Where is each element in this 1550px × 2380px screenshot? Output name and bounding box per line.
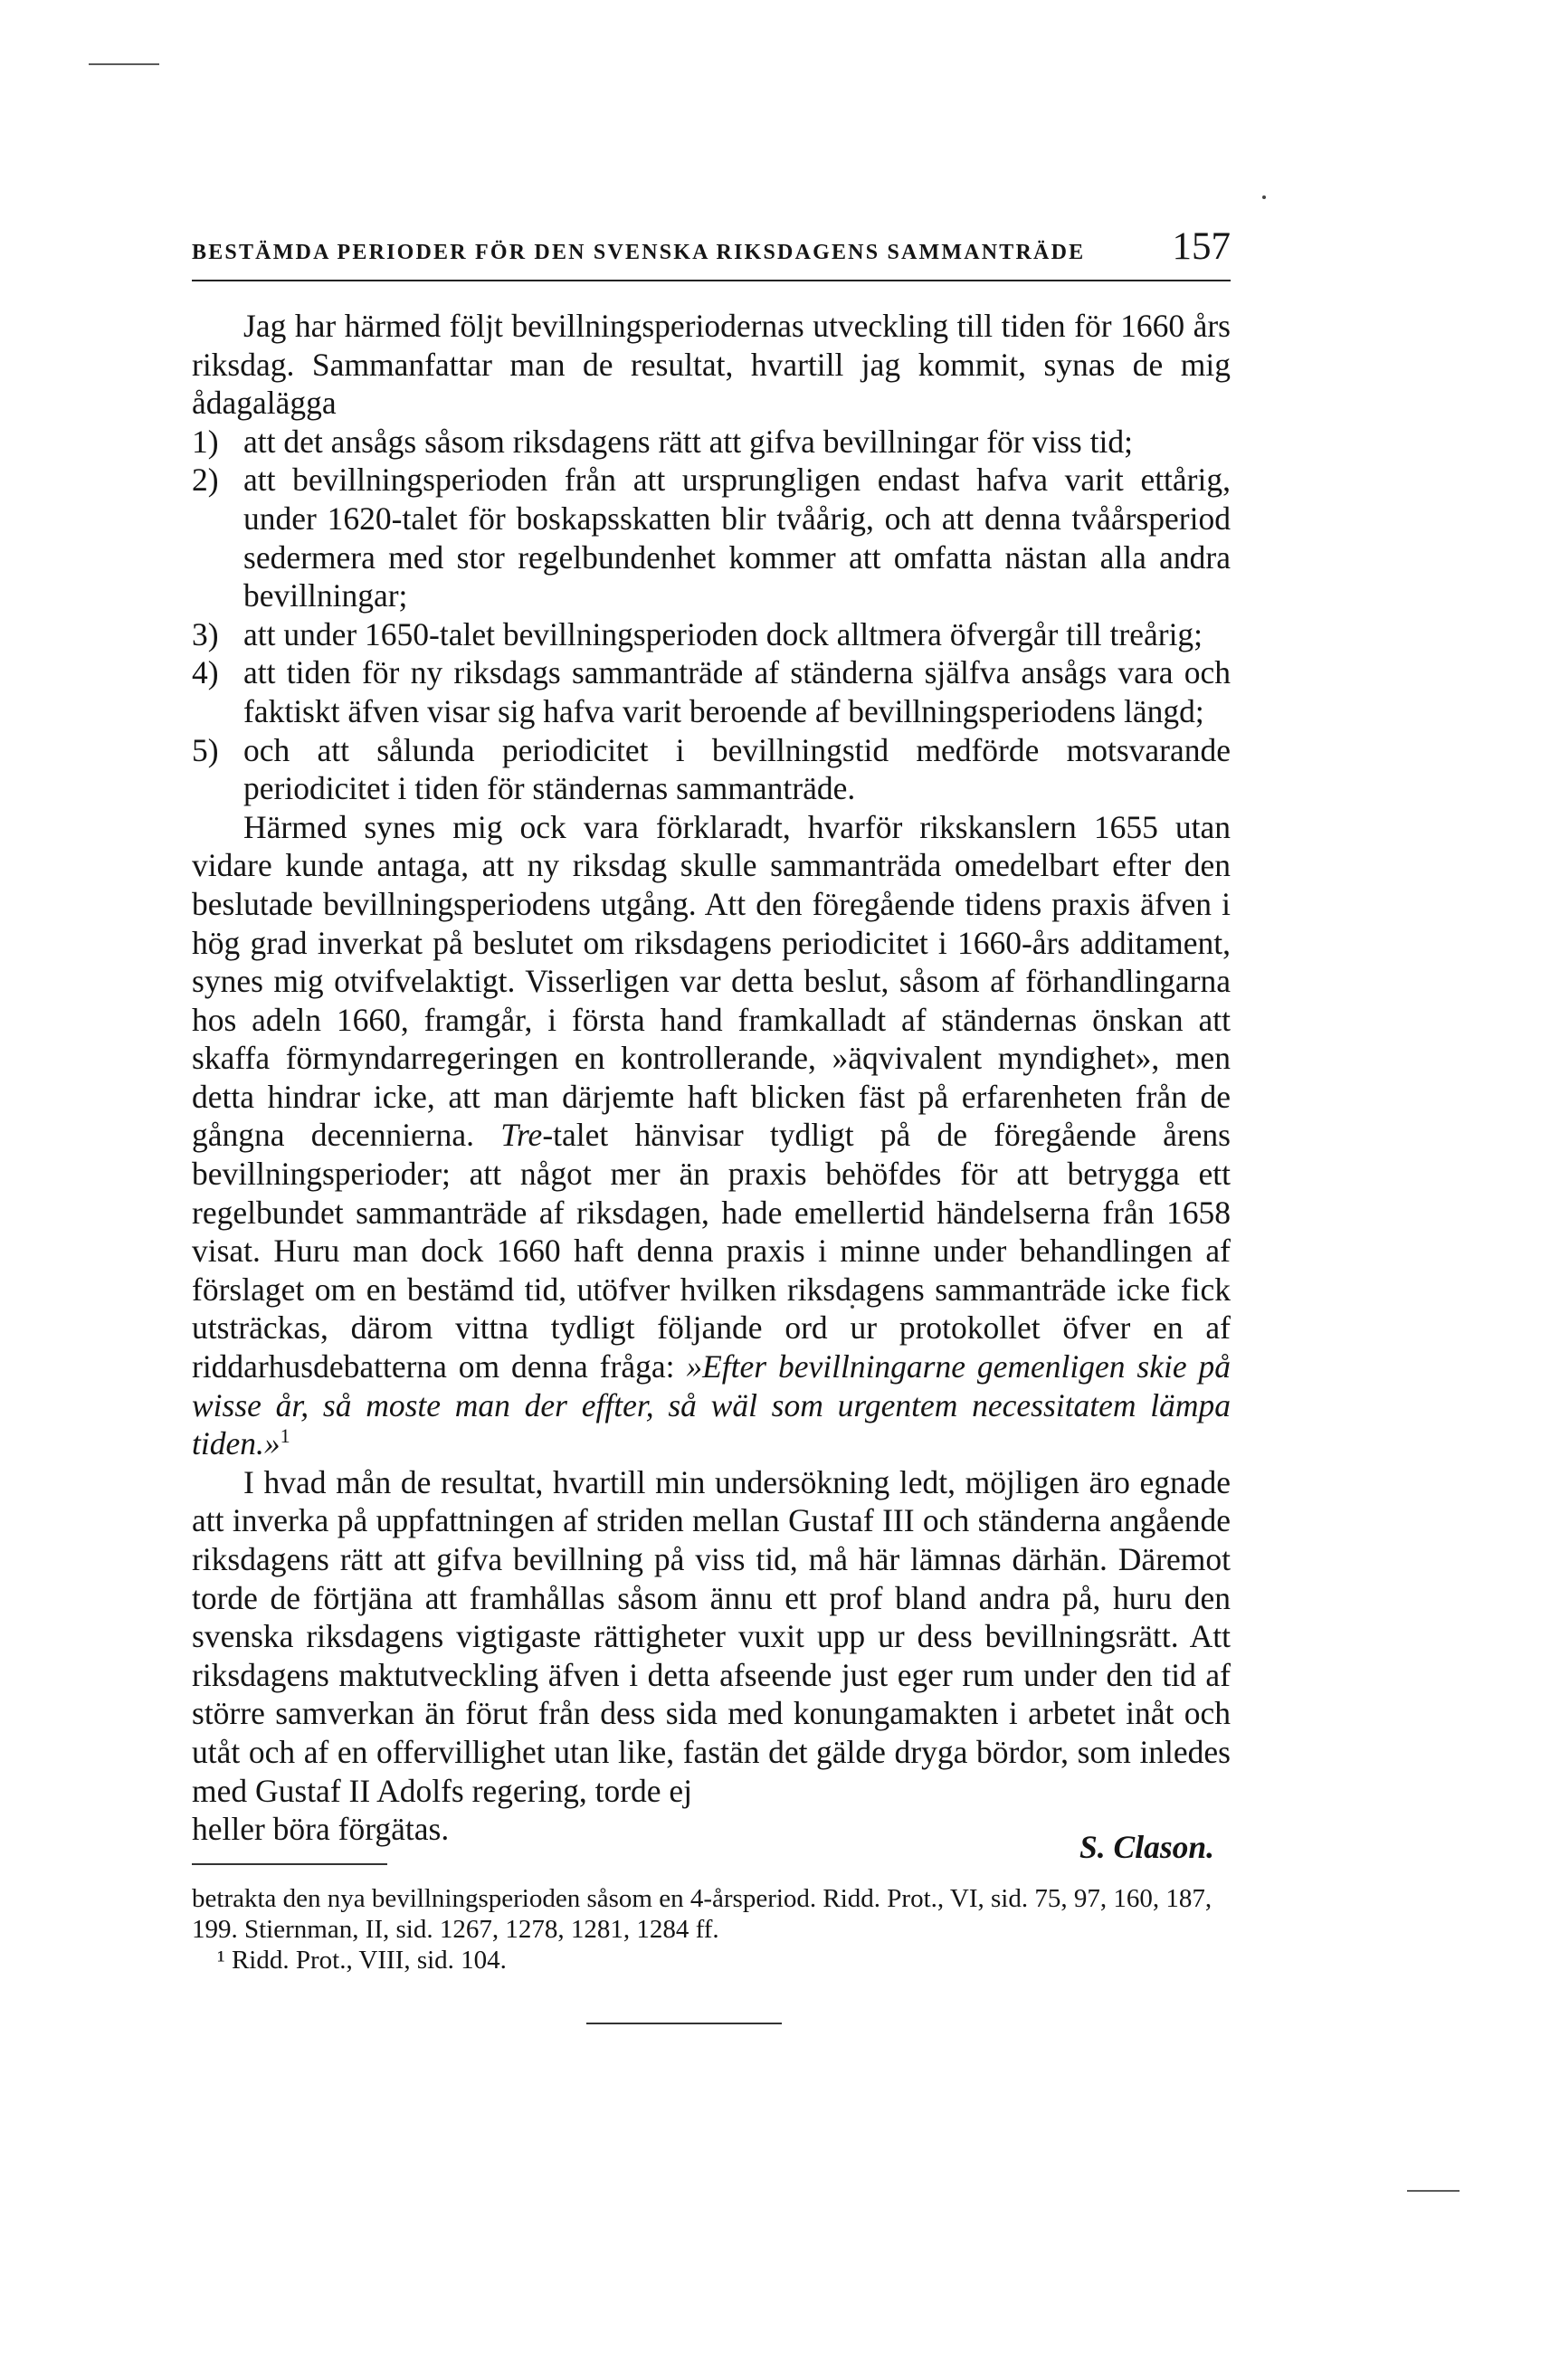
list-item (192, 423, 1231, 462)
footnote-1-text: Ridd. Prot., VIII, sid. 104. (231, 1945, 507, 1975)
paragraph-2 (192, 808, 1231, 1463)
book-page (192, 224, 1231, 2024)
emphasis-tre: Tre (500, 1117, 543, 1154)
list-item (192, 461, 1231, 614)
list-item-text: att tiden för ny riksdags sammanträde af ständerna själfva ansågs vara och faktiskt äfven visar sig hafva varit beroende af bevillningsperiodens längd; (243, 654, 1231, 729)
list-item (192, 731, 1231, 808)
list-item-number: 1) (192, 423, 219, 460)
footnotes (192, 1883, 1231, 1975)
list-item (192, 615, 1231, 654)
running-head: BESTÄMDA PERIODER FÖR DEN SVENSKA RIKSDAGENS SAMMANTRÄDE (192, 241, 1086, 264)
protocol-quote: »Efter bevillningarne gemenligen skie på wisse år, så moste man der effter, så wäl som urgentem necessitatem lämpa tiden.» (192, 1348, 1231, 1462)
scan-artifact-top-left (89, 63, 159, 65)
paragraph-3: I hvad mån de resultat, hvartill min undersökning ledt, möjligen äro egnade att inverka på uppfattningen af striden mellan Gustaf III och ständerna angående riksdagens rätt att gifva bevillning på viss tid, må här lämnas därhän. Däremot torde de förtjäna att framhållas såsom ännu ett prof bland andra på, huru den svenska riksdagens vigtigaste rättigheter vuxit upp ur dess bevillningsrätt. Att riksdagens maktutveckling äfven i detta afseende just eger rum under den tid af större samverkan än förut från dess sida med konungamakten i arbetet inåt och utåt och af en offervillighet utan like, fastän det gälde dryga bördor, som inledes med Gustaf II Adolfs regering, torde ej (192, 1463, 1231, 1809)
list-item-text: att bevillningsperioden från att ursprungligen endast hafva varit ettårig, under 1620-talet för boskapsskatten blir tvåårig, och att denna tvåårsperiod sedermera med stor regelbundenhet kommer att omfatta nästan alla andra bevillningar; (243, 462, 1231, 614)
list-item-number: 3) (192, 615, 219, 652)
closing-line (192, 1810, 1231, 1866)
list-item-number: 2) (192, 462, 219, 499)
page-number: 157 (1172, 225, 1231, 268)
list-item-text: att under 1650-talet bevillningsperioden dock alltmera öfvergår till treårig; (243, 615, 1203, 652)
footnote-separator (192, 1863, 387, 1865)
paragraph-2-text-b: -talet hänvisar tydligt på de föregående årens bevillningsperioder; att något mer än praxis behöfdes för att betrygga ett regelbundet sammanträde af riksdagen, hade emellertid händelserna från 1658 visat. Huru man dock 1660 haft denna praxis i minne under behandlingen af förslaget om en bestämd tid, utöfver hvilken riksdagens sammanträde icke fick utsträckas, därom vittna tydligt följande ord ur protokollet öfver en af riddarhusdebatterna om denna fråga: (192, 1117, 1231, 1385)
footnote-reference: 1 (280, 1424, 290, 1448)
bottom-separator (586, 2023, 782, 2024)
list-item (192, 653, 1231, 730)
intro-paragraph: Jag har härmed följt bevillningsperiodernas utveckling till tiden för 1660 års riksdag. Sammanfattar man de resultat, hvartill jag kommit, synas de mig ådagalägga (192, 308, 1231, 422)
page-header (192, 224, 1231, 281)
footnote-1 (192, 1945, 1231, 1975)
list-item-number: 4) (192, 654, 219, 691)
author-signature: S. Clason. (1079, 1829, 1214, 1866)
paragraph-2-text-a: Härmed synes mig ock vara förklaradt, hvarför rikskanslern 1655 utan vidare kunde antaga, att ny riksdag skulle sammanträda omedelbart efter den beslutade bevillningsperiodens utgång. Att den föregående tidens praxis äfven i hög grad inverkat på beslutet om riksdagens periodicitet i 1660-års additament, synes mig otvifvelaktigt. Visserligen var detta beslut, såsom af förhandlingarna hos adeln 1660, framgår, i första hand framkalladt af ständernas önskan att skaffa förmyndarregeringen en kontrollerande, »äqvivalent myndighet», men detta hindrar icke, att man därjemte haft blicken fäst på erfarenheten från de gångna decennierna. (192, 808, 1231, 1154)
footnote-marker: ¹ (217, 1945, 225, 1975)
list-item-text: att det ansågs såsom riksdagens rätt att gifva bevillningar för viss tid; (243, 423, 1133, 460)
scan-speck (1262, 195, 1266, 199)
footnote-continuation: betrakta den nya bevillningsperioden såsom en 4-årsperiod. Ridd. Prot., VI, sid. 75, 97, 160, 187, 199. Stiernman, II, sid. 1267, 1278, 1281, 1284 ff. (192, 1883, 1212, 1944)
body-text (192, 307, 1231, 1866)
list-item-text: och att sålunda periodicitet i bevillningstid medförde motsvarande periodicitet i tiden för ständernas sammanträde. (243, 731, 1231, 807)
scan-artifact-bottom-right (1407, 2190, 1460, 2192)
paragraph-3-last-line: heller böra förgätas. (192, 1811, 450, 1848)
list-item-number: 5) (192, 731, 219, 768)
